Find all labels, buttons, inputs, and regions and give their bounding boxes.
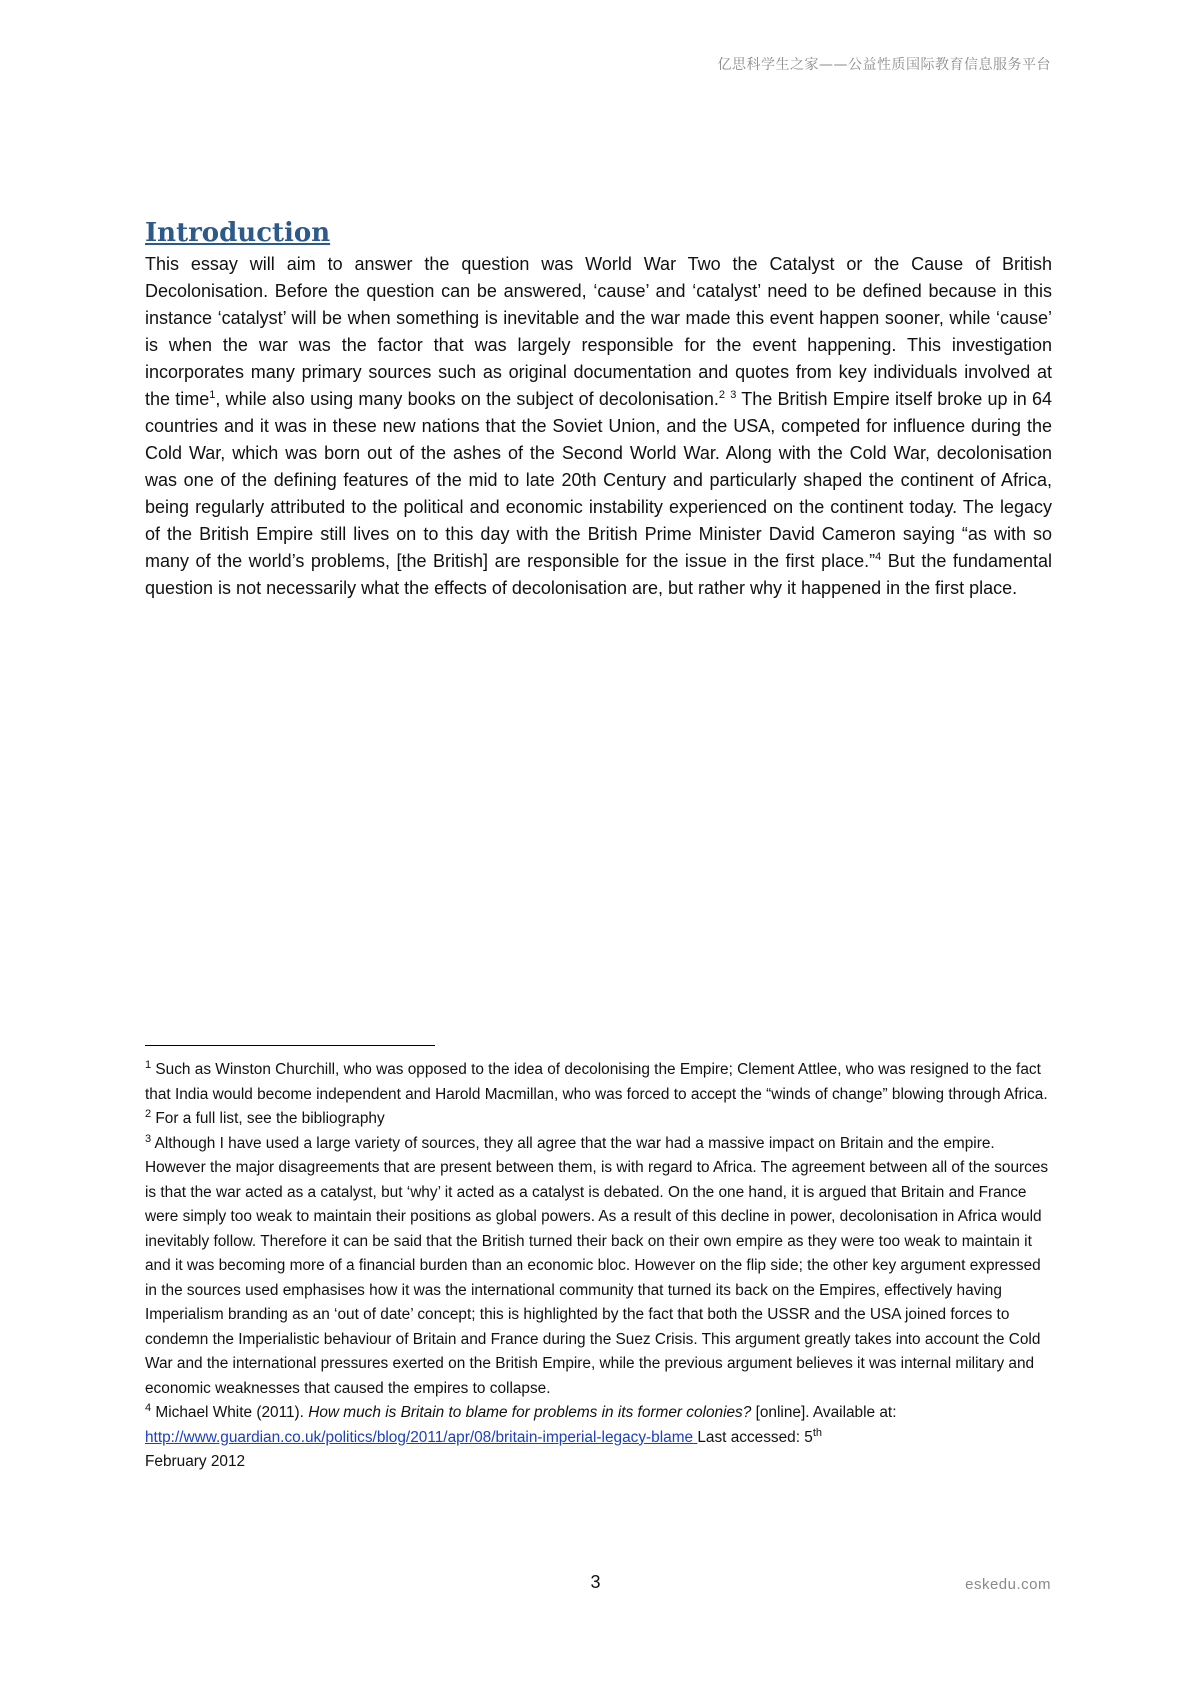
- paragraph-segment: But the fundamental question is not necessarily what the effects of decolonisation are, but rather why it happened in the first place.: [145, 551, 1052, 599]
- footnote-number: 4: [145, 1401, 152, 1414]
- footnote-3: [145, 1132, 1052, 1402]
- footnote-text: For a full list, see the bibliography: [151, 1110, 385, 1127]
- section-title: Introduction: [145, 218, 331, 248]
- footnote-number: 2: [145, 1107, 152, 1120]
- footnote-1: [145, 1058, 1052, 1107]
- footnote-author: Michael White (2011).: [151, 1404, 309, 1421]
- footnote-text: [online]. Available at:: [751, 1404, 897, 1421]
- footnotes: [145, 1058, 1052, 1475]
- page-header: 亿思科学生之家——公益性质国际教育信息服务平台: [717, 57, 1051, 73]
- paragraph-segment: , while also using many books on the subject of decolonisation.: [215, 389, 719, 410]
- footnote-2: [145, 1107, 1052, 1132]
- footnote-4: [145, 1401, 1052, 1475]
- paragraph-segment: The British Empire itself broke up in 64 countries and it was in these new nations that the Soviet Union, and the USA, competed for influence during the Cold War, which was born out of the ashes of the Second World War. Along with the Cold War, decolonisation was one of the defining features of the mid to late 20th Century and particularly shaped the continent of Africa, being regularly attributed to the political and economic instability experienced on the continent today. The legacy of the British Empire still lives on to this day with the British Prime Minister David Cameron saying “as with so many of the world’s problems, [the British] are responsible for the issue in the first place.”: [145, 389, 1052, 572]
- footnote-number: 3: [145, 1132, 152, 1145]
- footnote-text: Although I have used a large variety of sources, they all agree that the war had a massive impact on Britain and the empire. However the major disagreements that are present between them, is with regard to Africa. The agreement between all of the sources is that the war acted as a catalyst, but ‘why’ it acted as a catalyst is debated. On the one hand, it is argued that Britain and France were simply too weak to maintain their positions as global powers. As a result of this decline in power, decolonisation in Africa would inevitably follow. Therefore it can be said that the British turned their back on their own empire as they were too weak to maintain it and it was becoming more of a financial burden than an economic bloc. However on the flip side; the other key argument expressed in the sources used emphasises how it was the international community that turned its back on the Empires, effectively having Imperialism branding as an ‘out of date’ concept; this is highlighted by the fact that both the USSR and the USA joined forces to condemn the Imperialistic behaviour of Britain and France during the Suez Crisis. This argument greatly takes into account the Cold War and the international pressures exerted on the British Empire, while the previous argument believes it was internal military and economic weaknesses that caused the empires to collapse.: [145, 1134, 1049, 1397]
- article-title: How much is Britain to blame for problems in its former colonies?: [308, 1404, 752, 1421]
- accessed-text: Last accessed: 5: [697, 1428, 813, 1446]
- main-content: [145, 218, 1052, 602]
- accessed-date: February 2012: [145, 1453, 246, 1470]
- ordinal-suffix: th: [812, 1426, 823, 1439]
- footer-site: eskedu.com: [965, 1576, 1051, 1593]
- footnote-ref[interactable]: 1: [209, 389, 216, 402]
- footnote-ref[interactable]: 3: [730, 389, 737, 402]
- footnote-ref[interactable]: 4: [875, 551, 882, 564]
- footnote-text: Such as Winston Churchill, who was opposed to the idea of decolonising the Empire; Clement Attlee, who was resigned to the fact that India would become independent and Harold Macmillan, who was forced to accept the “winds of change” blowing through Africa.: [145, 1061, 1048, 1103]
- source-link[interactable]: http://www.guardian.co.uk/politics/blog/2011/apr/08/britain-imperial-legacy-blame: [145, 1428, 698, 1446]
- footnote-ref[interactable]: 2: [718, 389, 726, 402]
- footnote-number: 1: [145, 1058, 152, 1071]
- footnote-separator: [145, 1045, 435, 1046]
- page-number: 3: [590, 1572, 601, 1592]
- introduction-paragraph: [145, 251, 1052, 602]
- paragraph-segment: This essay will aim to answer the question was World War Two the Catalyst or the Cause of British Decolonisation. Before the question can be answered, ‘cause’ and ‘catalyst’ need to be defined because in this instance ‘catalyst’ will be when something is inevitable and the war made this event happen sooner, while ‘cause’ is when the war was the factor that was largely responsible for the event happening. This investigation incorporates many primary sources such as original documentation and quotes from key individuals involved at the time: [145, 254, 1052, 410]
